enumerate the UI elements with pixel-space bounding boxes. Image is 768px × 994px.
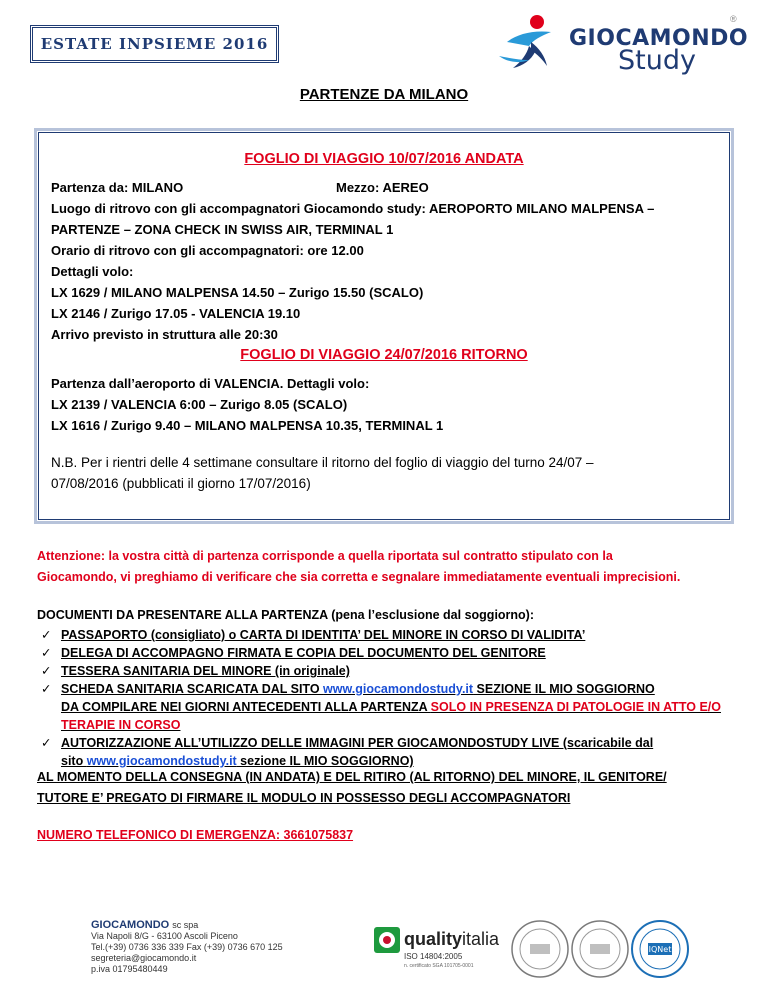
return-note [51, 452, 717, 494]
emergency-number: NUMERO TELEFONICO DI EMERGENZA: 3661075837 [37, 828, 354, 842]
flight-details-label: Dettagli volo: [51, 264, 134, 279]
return-title: FOGLIO DI VIAGGIO 24/07/2016 RITORNO [240, 347, 528, 363]
meeting-time: Orario di ritrovo con gli accompagnatori: ore 12.00 [51, 243, 364, 258]
warning-line-2: Giocamondo, vi preghiamo di verificare che sia corretta e segnalare immediatamente eventuali imprecisioni. [37, 570, 681, 584]
document-item [37, 734, 737, 770]
event-banner [30, 25, 279, 63]
warning-line-1: Attenzione: la vostra città di partenza corrisponde a quella riportata sul contratto stipulato con la [37, 549, 613, 563]
logo-brand: GIOCAMONDO [569, 26, 749, 51]
site-link[interactable]: www.giocamondostudy.it [323, 682, 474, 696]
checkmark-icon: ✓ [41, 682, 52, 696]
consent-section: sezione IL MIO SOGGIORNO) [236, 754, 414, 768]
quality-italia-logo [374, 925, 500, 975]
meeting-point-1: Luogo di ritrovo con gli accompagnatori Giocamondo study: AEROPORTO MILANO MALPENSA – [51, 201, 655, 216]
return-departure: Partenza dall’aeroporto di VALENCIA. Dettagli volo: [51, 376, 370, 391]
company-info [91, 920, 283, 975]
departure-line [51, 177, 717, 198]
quality-name [404, 929, 499, 950]
checkmark-icon: ✓ [41, 628, 52, 642]
certification-seals [510, 916, 690, 987]
company-phone: Tel.(+39) 0736 336 339 Fax (+39) 0736 670 125 [91, 942, 283, 952]
iqnet-label: IQNet [648, 945, 672, 954]
consent-site-prefix: sito [61, 754, 87, 768]
required-documents [37, 606, 737, 770]
handover-line-2: TUTORE E’ PREGATO DI FIRMARE IL MODULO IN POSSESSO DEGLI ACCOMPAGNATORI [37, 791, 571, 805]
outbound-title: FOGLIO DI VIAGGIO 10/07/2016 ANDATA [244, 151, 524, 167]
company-vat: p.iva 01795480449 [91, 964, 168, 974]
quality-name-rest: italia [462, 929, 500, 949]
certification-seal-icon [510, 916, 690, 982]
return-flight-1: LX 2139 / VALENCIA 6:00 – Zurigo 8.05 (SCALO) [51, 397, 348, 412]
document-health-card: TESSERA SANITARIA DEL MINORE (in originale) [61, 664, 350, 678]
iso-standard: ISO 14804:2005 [404, 952, 463, 961]
return-note-line-2: 07/08/2016 (pubblicati il giorno 17/07/2016) [51, 476, 311, 491]
checkmark-icon: ✓ [41, 646, 52, 660]
meeting-point-2: PARTENZE – ZONA CHECK IN SWISS AIR, TERMINAL 1 [51, 222, 394, 237]
health-form-condition: SOLO IN PRESENZA DI PATOLOGIE IN ATTO E/O TERAPIE IN CORSO [61, 700, 721, 732]
document-item [37, 680, 737, 734]
departure-city-warning [37, 546, 737, 588]
certificate-number: n. certificato SGA 101705-0001 [404, 963, 474, 969]
site-link[interactable]: www.giocamondostudy.it [86, 754, 237, 768]
return-note-line-1: N.B. Per i rientri delle 4 settimane consultare il ritorno del foglio di viaggio del turno 24/07 – [51, 455, 594, 470]
registered-mark: ® [730, 14, 737, 24]
page-title: PARTENZE DA MILANO [299, 86, 469, 103]
checkmark-icon: ✓ [41, 664, 52, 678]
document-item [37, 662, 737, 680]
company-name-text: GIOCAMONDO [91, 919, 170, 931]
event-banner-label: ESTATE INPSIEME 2016 [40, 35, 269, 53]
outbound-flight-1: LX 1629 / MILANO MALPENSA 14.50 – Zurigo 15.50 (SCALO) [51, 285, 424, 300]
runner-icon [493, 12, 565, 74]
transport-mode: Mezzo: AEREO [336, 180, 429, 195]
handover-notice [37, 767, 747, 809]
documents-heading: DOCUMENTI DA PRESENTARE ALLA PARTENZA (pena l’esclusione dal soggiorno): [37, 608, 535, 622]
travel-sheet-box [34, 128, 734, 524]
health-form-timing: DA COMPILARE NEI GIORNI ANTECEDENTI ALLA PARTENZA [61, 700, 431, 714]
handover-line-1: AL MOMENTO DELLA CONSEGNA (IN ANDATA) E DEL RITIRO (AL RITORNO) DEL MINORE, IL GENITORE/ [37, 770, 667, 784]
arrival-time: Arrivo previsto in struttura alle 20:30 [51, 327, 278, 342]
company-suffix: sc spa [172, 920, 199, 930]
quality-mark-icon [374, 927, 400, 953]
documents-list [37, 626, 737, 770]
logo-sub: Study [618, 45, 696, 76]
document-item [37, 626, 737, 644]
health-form-text: SCHEDA SANITARIA SCARICATA DAL SITO [61, 682, 324, 696]
document-image-consent [61, 736, 653, 768]
health-form-section: SEZIONE IL MIO SOGGIORNO [473, 682, 655, 696]
return-flight-2: LX 1616 / Zurigo 9.40 – MILANO MALPENSA 10.35, TERMINAL 1 [51, 418, 444, 433]
quality-name-bold: quality [404, 929, 463, 949]
giocamondo-study-logo [493, 12, 749, 78]
company-email: segreteria@giocamondo.it [91, 953, 197, 963]
document-passport: PASSAPORTO (consigliato) o CARTA DI IDENTITA’ DEL MINORE IN CORSO DI VALIDITA’ [61, 628, 586, 642]
document-item [37, 644, 737, 662]
document-health-form [61, 682, 721, 732]
company-address: Via Napoli 8/G - 63100 Ascoli Piceno [91, 931, 238, 941]
company-name [91, 920, 283, 931]
departure-city: Partenza da: MILANO [51, 180, 184, 195]
consent-text: AUTORIZZAZIONE ALL’UTILIZZO DELLE IMMAGINI PER GIOCAMONDOSTUDY LIVE (scaricabile dal [61, 736, 654, 750]
document-delegation: DELEGA DI ACCOMPAGNO FIRMATA E COPIA DEL DOCUMENTO DEL GENITORE [61, 646, 546, 660]
outbound-flight-2: LX 2146 / Zurigo 17.05 - VALENCIA 19.10 [51, 306, 301, 321]
checkmark-icon: ✓ [41, 736, 52, 750]
